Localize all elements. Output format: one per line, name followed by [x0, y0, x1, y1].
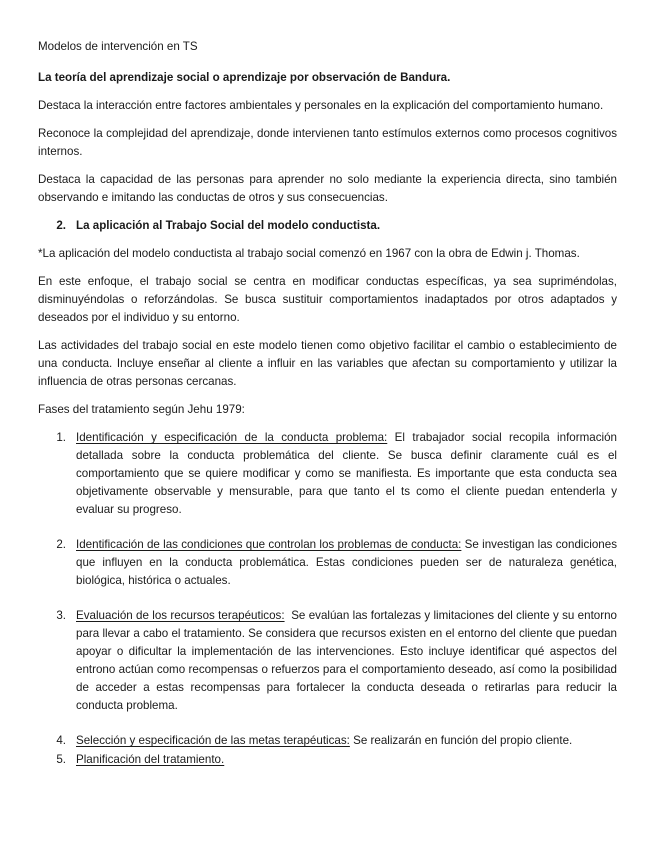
paragraph: Destaca la interacción entre factores ambientales y personales en la explicación del comportamiento humano.: [38, 99, 604, 112]
phases-intro: Fases del tratamiento según Jehu 1979:: [38, 403, 245, 416]
phase-title: Planificación del tratamiento.: [76, 753, 225, 766]
section-number: 2.: [56, 219, 66, 232]
list-item: [38, 732, 617, 750]
list-item-body: [76, 536, 617, 590]
phase-title: Identificación y especificación de la conducta problema:: [76, 431, 388, 444]
section-heading-2: [38, 217, 617, 235]
section-heading-text: La aplicación al Trabajo Social del modelo conductista.: [76, 219, 381, 232]
list-item-body: [76, 751, 617, 769]
list-number: 5.: [56, 753, 66, 766]
paragraph: Las actividades del trabajo social en este modelo tienen como objetivo facilitar el cambio o establecimiento de una conducta. Incluye enseñar al cliente a influir en las variables que afectan su comportamiento y utilizar la influencia de otras personas cercanas.: [38, 339, 617, 388]
list-item-body: [76, 429, 617, 519]
list-item: [38, 429, 617, 519]
list-item: [38, 751, 617, 769]
document-header: Modelos de intervención en TS: [38, 40, 198, 53]
list-item-body: [76, 732, 617, 750]
list-item-body: [76, 607, 621, 715]
paragraph: En este enfoque, el trabajo social se centra en modificar conductas específicas, ya sea supriméndolas, disminuyéndolas o reforzándolas. Se busca sustituir comportamientos inadaptados por otros adaptados y deseados por el individuo y su entorno.: [38, 275, 617, 324]
list-number: 2.: [56, 538, 66, 551]
list-number: 1.: [56, 431, 66, 444]
phase-title: Identificación de las condiciones que controlan los problemas de conducta:: [76, 538, 462, 551]
paragraph: Destaca la capacidad de las personas para aprender no solo mediante la experiencia directa, sino también observando e imitando las conductas de otros y sus consecuencias.: [38, 173, 617, 204]
section-title-bandura: La teoría del aprendizaje social o aprendizaje por observación de Bandura.: [38, 71, 451, 84]
phase-title: Selección y especificación de las metas terapéuticas:: [76, 734, 350, 747]
phase-text: Se evalúan las fortalezas y limitaciones del cliente y su entorno para llevar a cabo el tratamiento. Se considera que recursos existen en el entorno del cliente que puedan apoyar o dificultar la implementación de las intervenciones. Esto incluye identificar qué aspectos del entrono actúan como recompensas o refuerzos para el comportamiento deseado, así como la posibilidad de acceder a estas recompensas para fortalecer la conducta deseada o retirarlas para reducir la conducta problema.: [76, 609, 621, 712]
phases-list: [38, 429, 621, 769]
phase-title: Evaluación de los recursos terapéuticos:: [76, 609, 285, 622]
paragraph: Reconoce la complejidad del aprendizaje, donde intervienen tanto estímulos externos como procesos cognitivos internos.: [38, 127, 617, 158]
phase-text: El trabajador social recopila información detallada sobre la conducta problemática del cliente. Se busca definir claramente cuál es el comportamiento que se quiere modificar y como se manifiesta. Es importante que esta conducta sea objetivamente observable y mensurable, para que tanto el ts como el cliente puedan entenderla y evaluar su progreso.: [76, 431, 617, 516]
phase-text: Se investigan las condiciones que influyen en la conducta problemática. Estas condiciones pueden ser de naturaleza genética, biológica, histórica o actuales.: [76, 538, 617, 587]
phase-text: Se realizarán en función del propio cliente.: [349, 734, 573, 747]
paragraph: *La aplicación del modelo conductista al trabajo social comenzó en 1967 con la obra de Edwin j. Thomas.: [38, 247, 580, 260]
list-item: [38, 536, 617, 590]
list-number: 4.: [56, 734, 66, 747]
list-number: 3.: [56, 609, 66, 622]
list-item: [38, 607, 621, 715]
